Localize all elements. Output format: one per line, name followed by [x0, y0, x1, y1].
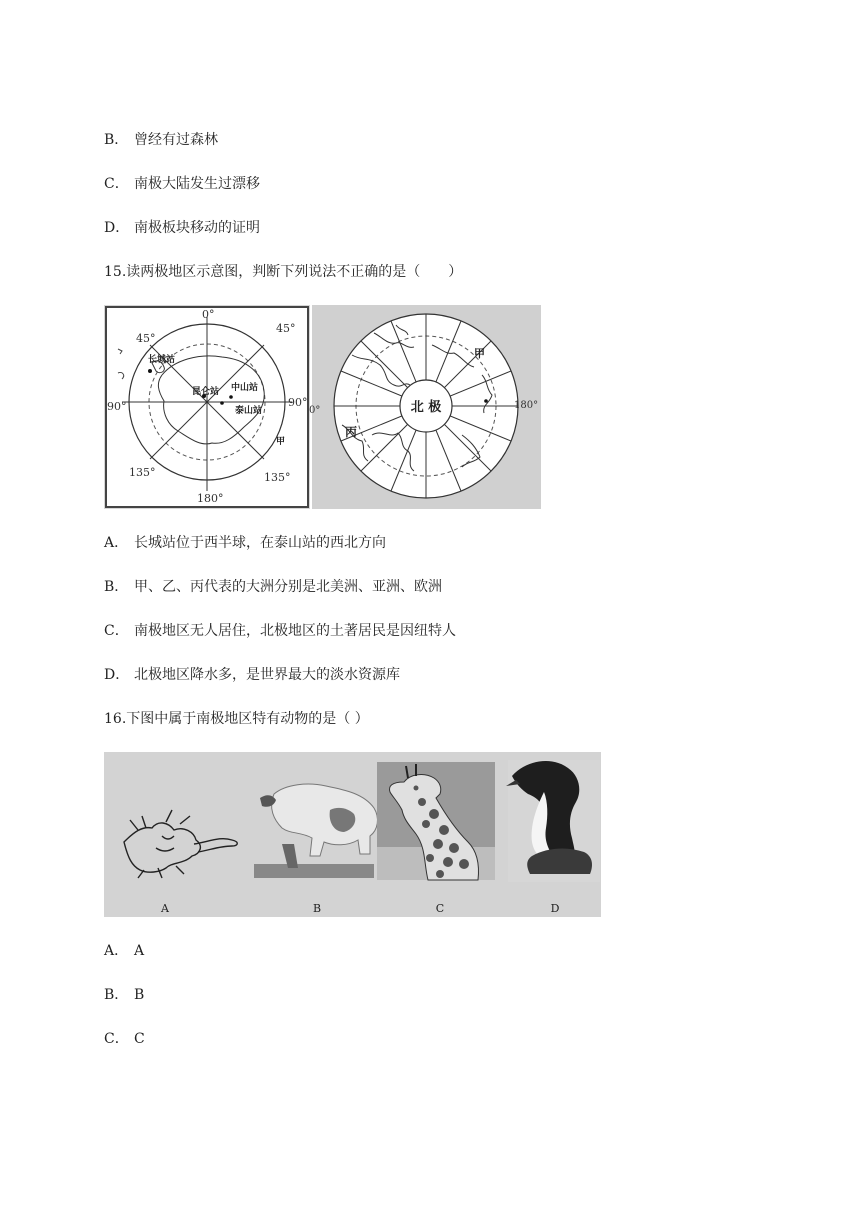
option-letter: C． — [104, 1031, 129, 1047]
kunlun-station-label: 昆仑站 — [192, 387, 220, 397]
taishan-station-label: 泰山站 — [235, 406, 263, 416]
option-letter: D． — [104, 220, 130, 236]
degree-90-left-label: 90° — [107, 400, 127, 413]
animal-label-a: A — [161, 902, 169, 915]
option-text: 南极板块移动的证明 — [134, 220, 260, 236]
option-letter: B． — [104, 579, 129, 595]
q16-option-b — [104, 986, 144, 1004]
degree-180-label: 180° — [197, 492, 224, 505]
north-pole-center-label: 北 极 — [410, 400, 442, 415]
zhongshan-station-label: 中山站 — [231, 383, 259, 393]
south-pole-map — [104, 305, 310, 509]
degree-180-label: 180° — [514, 400, 539, 411]
option-letter: A． — [104, 535, 129, 551]
degree-90-right-label: 90° — [288, 396, 308, 409]
penguin-image — [506, 760, 600, 882]
option-text: C — [134, 1031, 145, 1047]
bing-label: 丙 — [345, 425, 358, 439]
option-text: B — [134, 987, 145, 1003]
q15-option-d — [104, 666, 400, 684]
option-letter: B． — [104, 132, 129, 148]
option-text: 长城站位于西半球，在泰山站的西北方向 — [134, 535, 386, 551]
changcheng-station-label: 长城站 — [148, 355, 176, 365]
option-text: A — [134, 943, 145, 959]
option-text: 甲、乙、丙代表的大洲分别是北美洲、亚洲、欧洲 — [134, 579, 442, 595]
q14-option-b — [104, 131, 218, 149]
degree-45-right-label: 45° — [276, 322, 296, 335]
option-letter: C． — [104, 176, 129, 192]
q16-stem: 16.下图中属于南极地区特有动物的是（ ） — [104, 711, 369, 727]
q16-option-c — [104, 1030, 145, 1048]
option-letter: B． — [104, 987, 129, 1003]
q15-option-a — [104, 534, 386, 552]
option-letter: C． — [104, 623, 129, 639]
degree-0-label: 0° — [202, 308, 215, 321]
q15-option-b — [104, 578, 442, 596]
option-letter: A． — [104, 943, 129, 959]
giraffe-image — [377, 762, 495, 880]
q14-option-d — [104, 219, 260, 237]
animal-label-d: D — [550, 902, 560, 915]
jia-label: 甲 — [474, 347, 485, 360]
animals-figure — [104, 752, 601, 917]
animal-label-b: B — [312, 902, 322, 915]
degree-45-left-label: 45° — [136, 332, 156, 345]
north-pole-map — [309, 305, 541, 509]
q15-stem: 15.读两极地区示意图，判断下列说法不正确的是（ ） — [104, 264, 463, 280]
q15-option-c — [104, 622, 456, 640]
option-letter: D． — [104, 667, 130, 683]
animal-label-c: C — [435, 902, 445, 915]
option-text: 南极地区无人居住，北极地区的土著居民是因纽特人 — [134, 623, 456, 639]
degree-0-label: 0° — [309, 405, 321, 416]
option-text: 南极大陆发生过漂移 — [134, 176, 260, 192]
option-text: 曾经有过森林 — [134, 132, 218, 148]
jia-label: 甲 — [276, 437, 286, 447]
degree-135-left-label: 135° — [129, 466, 156, 479]
option-text: 北极地区降水多，是世界最大的淡水资源库 — [134, 667, 400, 683]
q16-option-a — [104, 942, 144, 960]
q14-option-c — [104, 175, 260, 193]
degree-135-right-label: 135° — [264, 471, 291, 484]
